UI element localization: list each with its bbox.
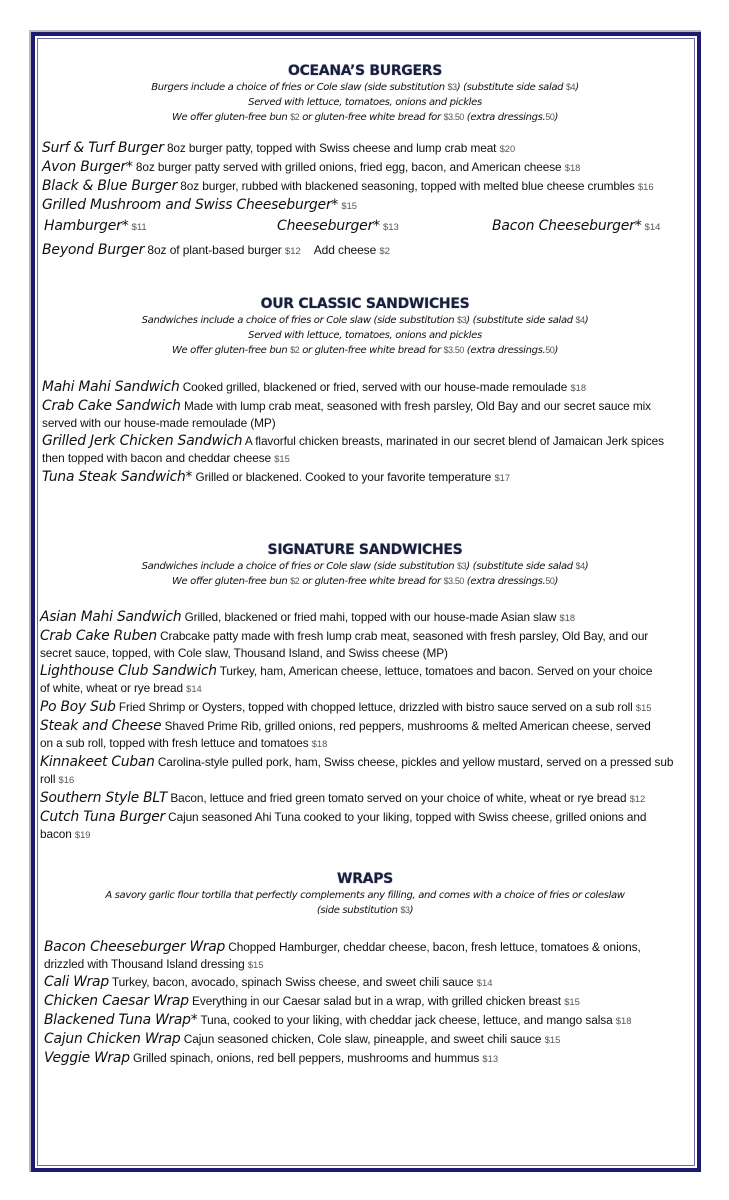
- item-price: $15: [544, 1034, 561, 1045]
- note-price: 50: [545, 345, 555, 355]
- section-note-line: [40, 313, 690, 328]
- menu-item: [44, 1011, 690, 1030]
- section-wraps: [40, 870, 690, 1068]
- item-description: Tuna, cooked to your liking, with cheddar jack cheese, lettuce, and mango salsa: [197, 1013, 616, 1027]
- section-notes: [40, 313, 690, 358]
- section-signature-sandwiches: [40, 541, 690, 844]
- item-line: [40, 608, 690, 627]
- item-description: drizzled with Thousand Island dressing: [44, 957, 248, 971]
- menu-item: [40, 662, 690, 698]
- menu-item: [42, 432, 690, 468]
- item-description-continued: [44, 956, 690, 973]
- item-price: $12: [284, 246, 301, 257]
- item-line: [40, 662, 690, 680]
- item-description: Fried Shrimp or Oysters, topped with chopped lettuce, drizzled with bistro sauce served on a sub roll: [115, 700, 636, 714]
- note-text: Burgers include a choice of fries or Cole slaw (side substitution: [151, 82, 448, 93]
- item-description: A flavorful chicken breasts, marinated in our secret blend of Jamaican Jerk spices: [242, 434, 664, 448]
- item-name: Bacon Cheeseburger*: [492, 218, 642, 234]
- item-line: [42, 139, 690, 158]
- item-line: [40, 753, 690, 771]
- item-name: Po Boy Sub: [40, 699, 116, 715]
- item-name: Hamburger*: [44, 218, 129, 234]
- item-description: roll: [40, 772, 59, 786]
- note-text: Sandwiches include a choice of fries or Cole slaw (side substitution: [141, 561, 458, 572]
- item-name: Tuna Steak Sandwich*: [42, 469, 193, 485]
- menu-item: [42, 468, 690, 487]
- item-price: $15: [341, 201, 358, 211]
- item-description: Crabcake patty made with fresh lump crab meat, seasoned with fresh parsley, Old Bay, and our: [156, 629, 649, 643]
- item-description-continued: [40, 771, 690, 789]
- item-price: $18: [564, 163, 581, 173]
- menu-item: [44, 1030, 690, 1049]
- item-name: Kinnakeet Cuban: [40, 754, 155, 770]
- section-burgers: [40, 62, 690, 263]
- menu-item: [42, 397, 690, 432]
- menu-item: [42, 215, 277, 239]
- item-price: $11: [131, 222, 147, 233]
- note-text: We offer gluten-free bun: [171, 112, 291, 123]
- menu-content: [40, 62, 690, 1068]
- item-name: Chicken Caesar Wrap: [44, 993, 189, 1009]
- section-title: OUR CLASSIC SANDWICHES: [260, 296, 470, 312]
- item-name: Steak and Cheese: [40, 718, 162, 734]
- item-description: 8oz burger patty served with grilled onions, fried egg, bacon, and American cheese: [132, 160, 565, 174]
- note-text: ) (substitute side salad: [456, 82, 567, 93]
- note-text: (extra dressings.: [463, 576, 546, 587]
- note-price: $4: [575, 561, 585, 571]
- note-price: $2: [290, 112, 300, 122]
- note-text: ) (substitute side salad: [466, 315, 576, 326]
- menu-item: [492, 215, 660, 239]
- item-line: [44, 992, 690, 1011]
- item-name: Cajun Chicken Wrap: [44, 1031, 181, 1047]
- item-price: $13: [382, 222, 399, 233]
- burger-trio-row: [42, 215, 690, 239]
- item-line: [42, 177, 690, 196]
- item-description: secret sauce, topped, with Cole slaw, Thousand Island, and Swiss cheese (MP): [40, 646, 448, 660]
- menu-item: [42, 158, 690, 177]
- section-title: SIGNATURE SANDWICHES: [267, 542, 463, 558]
- item-description: served with our house-made remoulade (MP): [42, 416, 276, 430]
- menu-item: [40, 608, 690, 627]
- item-description: Grilled, blackened or fried mahi, topped with our house-made Asian slaw: [181, 610, 560, 624]
- item-description: on a sub roll, topped with fresh lettuce and tomatoes: [40, 736, 312, 750]
- menu-item: [277, 215, 492, 239]
- note-text: ): [554, 345, 559, 356]
- item-price: $15: [274, 454, 290, 464]
- item-description: Shaved Prime Rib, grilled onions, red peppers, mushrooms & melted American cheese, served: [161, 719, 651, 733]
- menu-item: [40, 753, 690, 789]
- note-text: (side substitution: [316, 905, 401, 916]
- item-price: $18: [570, 383, 587, 393]
- item-price: $15: [635, 703, 652, 713]
- item-line: [42, 397, 690, 415]
- item-line: [40, 808, 690, 826]
- note-text: (extra dressings.: [463, 345, 546, 356]
- menu-item: [44, 992, 690, 1011]
- item-price: $15: [564, 996, 580, 1007]
- item-line: [44, 1030, 690, 1049]
- menu-item: [42, 196, 690, 215]
- item-description-continued: [40, 645, 690, 662]
- item-name: Cutch Tuna Burger: [40, 809, 165, 825]
- item-name: Surf & Turf Burger: [42, 140, 164, 156]
- section-note-line: [40, 95, 690, 110]
- note-price: $4: [575, 315, 585, 325]
- note-text: Sandwiches include a choice of fries or Cole slaw (side substitution: [141, 315, 458, 326]
- item-price: $14: [476, 977, 493, 988]
- menu-item: [44, 938, 690, 973]
- menu-item: [40, 698, 690, 717]
- item-description: Grilled spinach, onions, red bell peppers, mushrooms and hummus: [129, 1051, 483, 1065]
- section-note-line: [40, 110, 690, 125]
- item-description-continued: [40, 826, 690, 844]
- item-price: $19: [74, 830, 91, 840]
- menu-item: [42, 378, 690, 397]
- note-price: $4: [566, 82, 576, 92]
- section-notes: [40, 80, 690, 125]
- item-name: Avon Burger*: [42, 159, 133, 175]
- item-name: Bacon Cheeseburger Wrap: [44, 939, 226, 955]
- note-text: We offer gluten-free bun: [171, 345, 291, 356]
- menu-item: [44, 1049, 690, 1068]
- item-line: [44, 973, 690, 992]
- item-description: Made with lump crab meat, seasoned with fresh parsley, Old Bay and our secret sauce mix: [180, 399, 651, 413]
- item-description: 8oz burger, rubbed with blackened seasoning, topped with melted blue cheese crumbles: [177, 179, 638, 193]
- item-description: Everything in our Caesar salad but in a wrap, with grilled chicken breast: [188, 994, 565, 1008]
- note-text: ): [584, 561, 589, 572]
- menu-item: [42, 239, 690, 263]
- item-description: 8oz burger patty, topped with Swiss cheese and lump crab meat: [163, 141, 500, 155]
- item-description: Turkey, ham, American cheese, lettuce, tomatoes and bacon. Served on your choice: [216, 664, 653, 678]
- item-description: bacon: [40, 827, 75, 841]
- item-price: $12: [629, 794, 646, 804]
- item-description: Cooked grilled, blackened or fried, served with our house-made remoulade: [179, 380, 571, 394]
- note-price: $3: [400, 905, 410, 915]
- item-name: Grilled Mushroom and Swiss Cheeseburger*: [42, 197, 339, 213]
- note-price: $3: [457, 561, 467, 571]
- note-text: or gluten-free white bread for: [299, 345, 444, 356]
- item-name: Blackened Tuna Wrap*: [44, 1012, 198, 1028]
- item-description: Cajun seasoned Ahi Tuna cooked to your liking, topped with Swiss cheese, grilled onions and: [164, 810, 647, 824]
- item-price: $16: [637, 182, 654, 192]
- item-price: $20: [499, 144, 516, 154]
- note-text: ): [584, 315, 589, 326]
- note-text: ): [409, 905, 414, 916]
- section-title: OCEANA’S BURGERS: [287, 63, 443, 79]
- note-text: We offer gluten-free bun: [171, 576, 291, 587]
- section-notes: [40, 888, 690, 918]
- note-text: ) (substitute side salad: [466, 561, 576, 572]
- note-text: ): [575, 82, 579, 93]
- item-name: Grilled Jerk Chicken Sandwich: [42, 433, 243, 449]
- item-name: Mahi Mahi Sandwich: [42, 379, 180, 395]
- item-description: Carolina-style pulled pork, ham, Swiss cheese, pickles and yellow mustard, served on a pressed sub: [154, 755, 674, 769]
- item-name: Asian Mahi Sandwich: [40, 609, 182, 625]
- note-text: ): [554, 576, 559, 587]
- item-line: [40, 789, 690, 808]
- section-note-line: [40, 559, 690, 574]
- menu-item-list: [40, 938, 690, 1068]
- section-note-line: [40, 888, 690, 903]
- item-price: $18: [559, 613, 576, 623]
- note-text: Served with lettuce, tomatoes, onions and pickles: [248, 97, 482, 108]
- note-text: A savory garlic flour tortilla that perfectly complements any filling, and comes with a choice of fries or coleslaw: [105, 890, 625, 901]
- add-cheese-note: Add cheese: [313, 243, 380, 257]
- item-line: [42, 158, 690, 177]
- note-price: $3: [447, 82, 457, 92]
- item-name: Lighthouse Club Sandwich: [40, 663, 217, 679]
- section-note-line: [40, 328, 690, 343]
- menu-item: [40, 808, 690, 844]
- note-price: 50: [545, 112, 555, 122]
- menu-item-list: [42, 139, 690, 215]
- section-note-line: [40, 903, 690, 918]
- section-notes: [40, 559, 690, 589]
- item-name: Black & Blue Burger: [42, 178, 178, 194]
- menu-item-list: [40, 608, 690, 844]
- note-price: $2: [290, 345, 300, 355]
- note-price: $2: [290, 576, 300, 586]
- item-line: [40, 717, 690, 735]
- item-line: [42, 468, 690, 487]
- note-price: $3.50: [443, 112, 464, 122]
- item-description: of white, wheat or rye bread: [40, 681, 187, 695]
- menu-item: [40, 627, 690, 662]
- section-note-line: [40, 343, 690, 358]
- menu-item: [40, 789, 690, 808]
- item-description: 8oz of plant-based burger: [144, 243, 285, 257]
- menu-item: [42, 139, 690, 158]
- note-text: or gluten-free white bread for: [299, 576, 444, 587]
- note-price: $3.50: [443, 345, 464, 355]
- item-price: $14: [644, 222, 661, 233]
- section-note-line: [40, 574, 690, 589]
- item-line: [42, 378, 690, 397]
- add-cheese-price: $2: [379, 246, 390, 257]
- menu-item: [42, 177, 690, 196]
- item-line: [40, 698, 690, 717]
- item-price: $14: [186, 684, 202, 694]
- item-description: then topped with bacon and cheddar cheese: [42, 451, 275, 465]
- item-name: Veggie Wrap: [44, 1050, 130, 1066]
- item-description-continued: [40, 735, 690, 753]
- menu-item: [44, 973, 690, 992]
- note-text: (extra dressings.: [463, 112, 546, 123]
- item-price: $13: [482, 1053, 499, 1064]
- note-text: or gluten-free white bread for: [299, 112, 444, 123]
- note-price: 50: [545, 576, 555, 586]
- item-description: Grilled or blackened. Cooked to your favorite temperature: [192, 470, 495, 484]
- item-name: Southern Style BLT: [40, 790, 168, 806]
- item-description: Chopped Hamburger, cheddar cheese, bacon, fresh lettuce, tomatoes & onions,: [225, 940, 641, 954]
- item-description: Cajun seasoned chicken, Cole slaw, pineapple, and sweet chili sauce: [180, 1032, 545, 1046]
- item-price: $16: [58, 775, 75, 785]
- item-price: $18: [311, 739, 328, 749]
- item-description-continued: [42, 415, 690, 432]
- item-name: Cali Wrap: [44, 974, 109, 990]
- section-note-line: [40, 80, 690, 95]
- item-name: Beyond Burger: [42, 242, 145, 258]
- note-price: $3: [457, 315, 467, 325]
- item-price: $18: [615, 1015, 632, 1026]
- item-description-continued: [42, 450, 690, 468]
- section-title: WRAPS: [337, 871, 393, 887]
- menu-item: [40, 717, 690, 753]
- item-price: $17: [494, 473, 511, 483]
- item-line: [40, 627, 690, 645]
- note-text: Served with lettuce, tomatoes, onions and pickles: [248, 330, 482, 341]
- item-line: [42, 196, 690, 215]
- item-name: Crab Cake Ruben: [40, 628, 157, 644]
- section-classic-sandwiches: [40, 295, 690, 487]
- item-name: Crab Cake Sandwich: [42, 398, 181, 414]
- item-line: [44, 1049, 690, 1068]
- item-line: [44, 1011, 690, 1030]
- menu-item-list: [40, 378, 690, 487]
- item-line: [42, 432, 690, 450]
- note-text: ): [554, 112, 559, 123]
- item-name: Cheeseburger*: [277, 218, 380, 234]
- item-price: $15: [247, 959, 264, 970]
- item-line: [44, 938, 690, 956]
- note-price: $3.50: [443, 576, 464, 586]
- item-description: Turkey, bacon, avocado, spinach Swiss cheese, and sweet chili sauce: [108, 975, 477, 989]
- item-description-continued: [40, 680, 690, 698]
- item-description: Bacon, lettuce and fried green tomato served on your choice of white, wheat or rye bread: [167, 791, 630, 805]
